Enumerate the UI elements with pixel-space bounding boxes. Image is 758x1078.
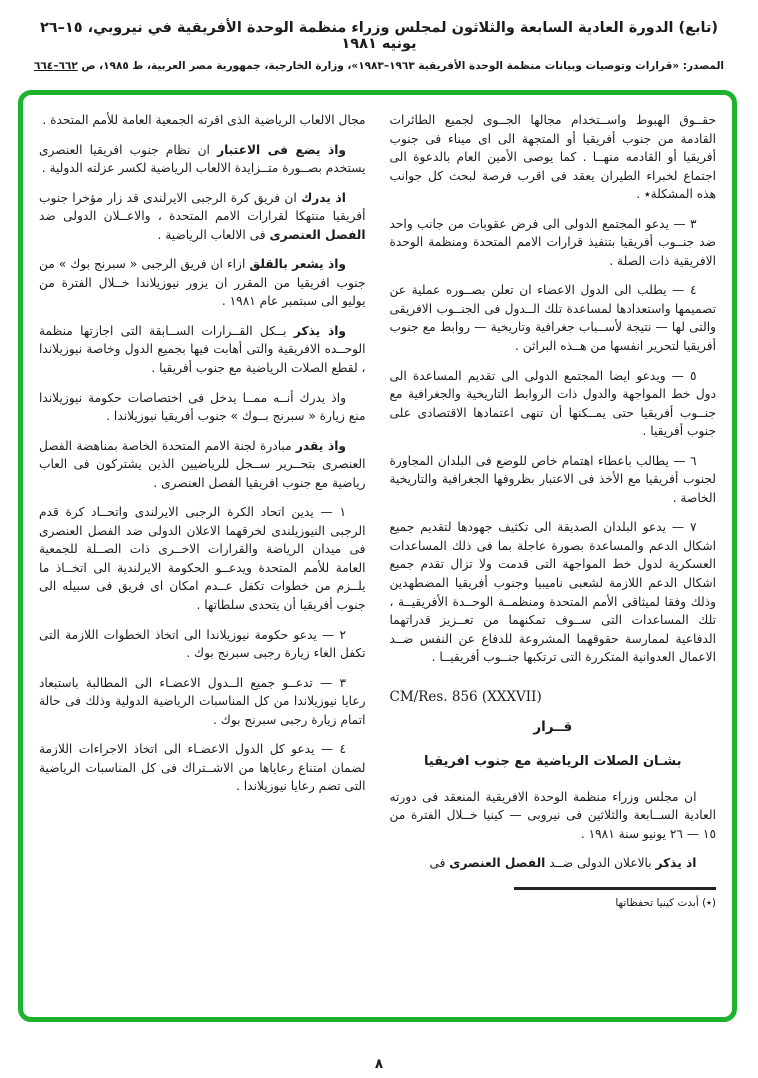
text-run: ٦ — يطالب باعطاء اهتمام خاص للوضع فى البلدان المجاورة لجنوب أفريقيا مع الأخذ فى الاعتبار بظروفها الجغرافية والتاريخية الخاصة . — [389, 453, 716, 505]
green-border-frame — [18, 90, 737, 1022]
text-run: ٤ — يطلب الى الدول الاعضاء ان تعلن بصــوره عملية عن تصميمها واستعدادها لمساعدة تلك الــدول فى الجنــوب الافريقى والتى لها — نتيجة لأســباب جغرافية وتاريخية — روابط مع جنوب أفريقيا لتحرير انفسها من هــذه البراثن . — [389, 283, 716, 354]
text-run: مجال الالعاب الرياضية الذى اقرته الجمعية العامة للأمم المتحدة . — [42, 113, 366, 127]
left-body-paragraphs — [39, 111, 366, 796]
resolution-subtitle: بشـان الصلات الرياضية مع جنوب افريقيا — [424, 753, 682, 769]
paragraph — [39, 674, 366, 730]
text-run: ازاء ان فريق الرجبى « سبرنج بوك » من جنوب افريقيا من المقرر ان يزور نيوزيلاندا خــلال الفترة من يوليو الى سبتمبر عام ١٩٨١ . — [39, 257, 366, 309]
paragraph — [39, 189, 366, 245]
page-number: ٨ — [374, 1056, 384, 1072]
paragraph — [390, 111, 717, 204]
text-run: ٤ — يدعو كل الدول الاعضـاء الى اتخاذ الاجراءات اللازمة لضمان امتناع رعاياها من الاشــتراك فى كل المناسبات الرياضية التى تضم رعايا نيوزيلاندا . — [39, 742, 366, 794]
bold-lead-text: واذ يشعر بالقلق — [249, 257, 346, 272]
page-header — [28, 20, 730, 72]
paragraph — [390, 367, 717, 441]
bold-lead-text: اذ يدرك — [301, 190, 346, 205]
text-run: ١ — يدين اتحاد الكرة الرجبى الايرلندى واتحــاد كرة قدم الرجبى النيوزيلندى لخرقهما الاعلان الدولى ضد الفصل العنصرى فى ميدان الرياضة والقرارات الاخــرى ذات الصــلة للجمعية العامة للأمم المتحدة ويدعــو الحكومة الايرلندية الى اتخــاذ ما يلــزم من خطوات تكفل عــدم امكان اى فريق فى سبيله الى جنوب أفريقيا أن يتحدى سلطاتها . — [39, 505, 366, 613]
text-run: ٥ — ويدعو ايضا المجتمع الدولى الى تقديم المساعدة الى دول خط المواجهة والدول ذات الروابط التاريخية والجغرافية مع جنــوب أفريقيا حتى يمــكنها أن تنهى اعتمادها الاقتصادى على جنوب أفريقيا . — [389, 368, 716, 439]
paragraph — [39, 740, 366, 796]
text-run: ٢ — يدعو حكومة نيوزيلاندا الى اتخاذ الخطوات اللازمة التى تكفل الغاء زيارة رجبى سبرنج بوك . — [39, 627, 366, 661]
paragraph — [39, 437, 366, 493]
text-run: بــكل القــرارات الســابقة التى اجازتها منظمة الوحــده الافريقية والتى أهابت فيها بجميع الدول وخاصة نيوزيلاندا ، لقطع الصلات الرياضية مع جنوب أفريقيا . — [39, 323, 366, 376]
paragraph — [390, 518, 717, 666]
paragraph — [39, 503, 366, 614]
bold-lead-text: اذ يذكر — [655, 856, 697, 871]
bold-lead-text: واذ يضع فى الاعتبار — [217, 142, 346, 157]
text-run: فى الالعاب الرياضية . — [157, 227, 270, 242]
footnote-divider — [514, 887, 716, 890]
text-run: فى — [429, 856, 450, 871]
text-run: حقــوق الهبوط واســتخدام مجالها الجــوى لجميع الطائرات القادمة من جنوب أفريقيا أو المتجهة الى اى ميناء فى جنوب أفريقيا أو القادمه منهــا . كما يوصى الأمين العام بالدعوة الى اجتماع لخبراء الطيران يعقد فى اقرب فرصة لبحث كل جوانب هذه المشكلة٭ . — [389, 113, 716, 202]
column-left — [39, 111, 366, 1007]
right-body-paragraphs — [390, 111, 717, 667]
resolution-ref: CM/Res. 856 (XXXVII) — [389, 688, 542, 705]
column-right — [390, 111, 717, 1007]
text-run: مبادرة لجنة الامم المتحدة الخاصة بمناهضة الفصل العنصرى بتحــرير ســجل للرياضيين الذين يشتركون فى العاب رياضية مع جنوب افريقيا الفصل العنصرى . — [39, 438, 366, 490]
paragraph — [39, 626, 366, 663]
text-run: ان نظام جنوب افريقيا العنصرى يستخدم بصــورة متــزايدة الالعاب الرياضية لكسر عزلته الدولية . — [39, 142, 366, 176]
bold-lead-text: واذ يذكر — [293, 323, 346, 338]
text-run: ٣ — تدعــو جميع الــدول الاعضـاء الى المطالبة باستبعاد رعايا نيوزيلاندا من كل المناسبات الرياضية الدولية وذلك فى حالة اتمام زيارة رجبى سبرنج بوك . — [39, 675, 366, 727]
paragraph — [39, 255, 366, 311]
right-closing-paragraphs — [390, 788, 717, 873]
text-run: واذ يدرك أنــه ممــا يدخل فى اختصاصات حكومة نيوزيلاندا منع زيارة « سبرنج بــوك » جنوب أفريقيا نيوزيلاندا . — [39, 390, 366, 424]
paragraph — [390, 281, 717, 355]
text-run: ٣ — يدعو المجتمع الدولى الى فرض عقوبات من جانب واحد ضد جنــوب أفريقيا بتنفيذ قرارات الامم المتحدة ومنظمة الوحدة الافريقية ذات الصلة . — [389, 216, 716, 268]
header-page-range: ٦٦٢–٦٦٤ — [33, 60, 78, 72]
text-run: ان مجلس وزراء منظمة الوحدة الافريقية المنعقد فى دورته العادية الســابعة والثلاثين فى نيروبى — كينيا خــلال الفترة من ١٥ — ٢٦ يونيو سنة ١٩٨١ . — [389, 789, 716, 841]
paragraph — [39, 389, 366, 426]
header-source-text: المصدر: «قرارات وتوصيات وبيانات منظمة الوحدة الأفريقية ١٩٦٣–١٩٨٣»، وزارة الخارجية، جمهورية مصر العربية، ط ١٩٨٥، ص — [77, 60, 725, 72]
footnote-text: (٭) أبدت كينيا تحفظاتها — [615, 896, 716, 909]
paragraph — [390, 215, 717, 271]
bold-lead-text: الفصل العنصرى — [269, 227, 366, 242]
paragraph — [39, 111, 366, 130]
text-run: بالاعلان الدولى ضــد — [545, 856, 656, 871]
header-source-line — [28, 60, 730, 72]
paragraph — [39, 322, 366, 378]
paragraph — [39, 141, 366, 178]
bold-lead-text: واذ يقدر — [295, 438, 346, 453]
header-session-title: (تابع) الدورة العادية السابعة والثلاثون لمجلس وزراء منظمة الوحدة الأفريقية في نيروبي، ١٥–٢٦ يونيه ١٩٨١ — [39, 20, 719, 52]
paragraph — [390, 788, 717, 844]
paragraph — [390, 854, 717, 873]
paragraph — [390, 452, 717, 508]
bold-lead-text: الفصل العنصرى — [449, 856, 546, 871]
text-run: ٧ — يدعو البلدان الصديقة الى تكثيف جهودها لتقديم جميع اشكال الدعم والمساعدة بصورة عاجلة بما فى ذلك المساعدات العسكرية لدول خط المواجهة التى قدمت ولا تزال تقدم جميع اشكال الدعم اللازمة لشعبى ناميبيا وجنوب أفريقيا المضطهدين وذلك وفقا لميثاقى الأمم المتحدة ومنظمــة الوحــدة الأفريقيــة ، تلك المساعدات التى ســوف تمكنهما من تعــزيز قدراتهما الدفاعية لممارسة حقوقهما المشروعة للدفاع عن النفس ضــد الاعمال العدوانية المتكررة التى ترتكبها جنــوب أفريقيــا . — [389, 520, 716, 665]
resolution-heading: قــرار — [533, 719, 573, 736]
text-run: ان فريق كرة الرجبى الايرلندى قد زار مؤخرا جنوب أفريقيا منتهكا لقرارات الامم المتحدة ، والاعــلان الدولى ضد — [39, 190, 366, 224]
